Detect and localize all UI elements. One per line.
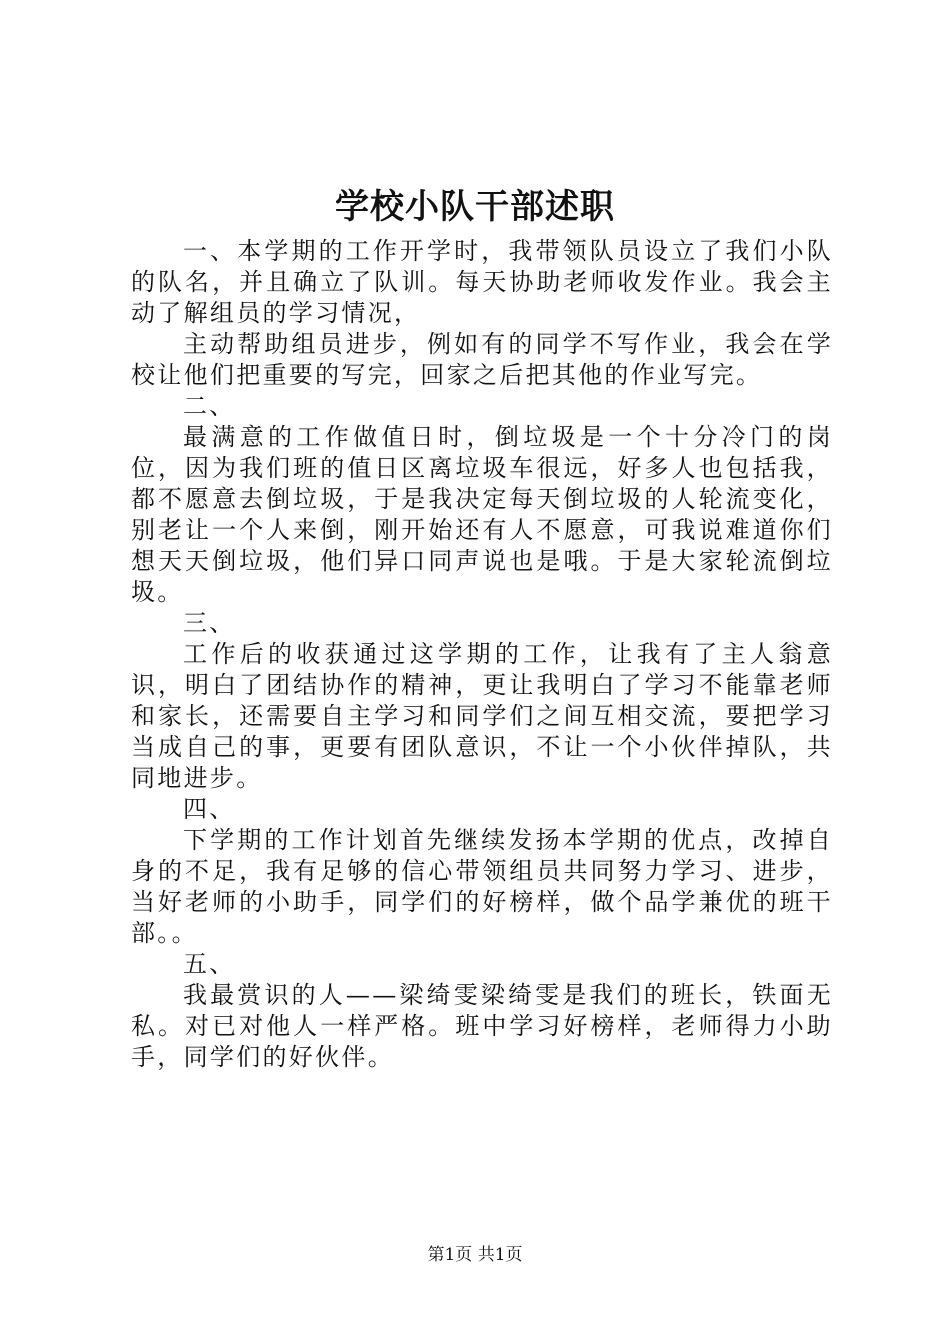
- paragraph-3: 最满意的工作做值日时，倒垃圾是一个十分冷门的岗位，因为我们班的值日区离垃圾车很远，好多人也包括我，都不愿意去倒垃圾，于是我决定每天倒垃圾的人轮流变化，别老让一个人来倒，刚开始还有人不愿意，可我说难道你们想天天倒垃圾，他们异口同声说也是哦。于是大家轮流倒垃圾。: [131, 423, 833, 606]
- section-heading-3: 三、: [183, 609, 236, 637]
- paragraph-5: 下学期的工作计划首先继续发扬本学期的优点，改掉自身的不足，我有足够的信心带领组员共同努力学习、进步，当好老师的小助手，同学们的好榜样，做个品学兼优的班干部。。: [131, 826, 833, 947]
- section-heading-2: 二、: [183, 392, 236, 420]
- document-body: [131, 236, 833, 1073]
- page-footer: 第1页 共1页: [427, 1245, 523, 1265]
- section-heading-4: 四、: [183, 795, 236, 823]
- paragraph-4: 工作后的收获通过这学期的工作，让我有了主人翁意识，明白了团结协作的精神，更让我明白了学习不能靠老师和家长，还需要自主学习和同学们之间互相交流，要把学习当成自己的事，更要有团队意识，不让一个小伙伴掉队，共同地进步。: [131, 640, 833, 792]
- paragraph-1: 一、本学期的工作开学时，我带领队员设立了我们小队的队名，并且确立了队训。每天协助老师收发作业。我会主动了解组员的学习情况，: [131, 237, 833, 327]
- section-heading-5: 五、: [183, 950, 236, 978]
- document-title: 学校小队干部述职: [335, 187, 615, 227]
- paragraph-6: 我最赏识的人——梁绮雯梁绮雯是我们的班长，铁面无私。对已对他人一样严格。班中学习好榜样，老师得力小助手，同学们的好伙伴。: [131, 981, 833, 1071]
- paragraph-2: 主动帮助组员进步，例如有的同学不写作业，我会在学校让他们把重要的写完，回家之后把其他的作业写完。: [131, 330, 833, 389]
